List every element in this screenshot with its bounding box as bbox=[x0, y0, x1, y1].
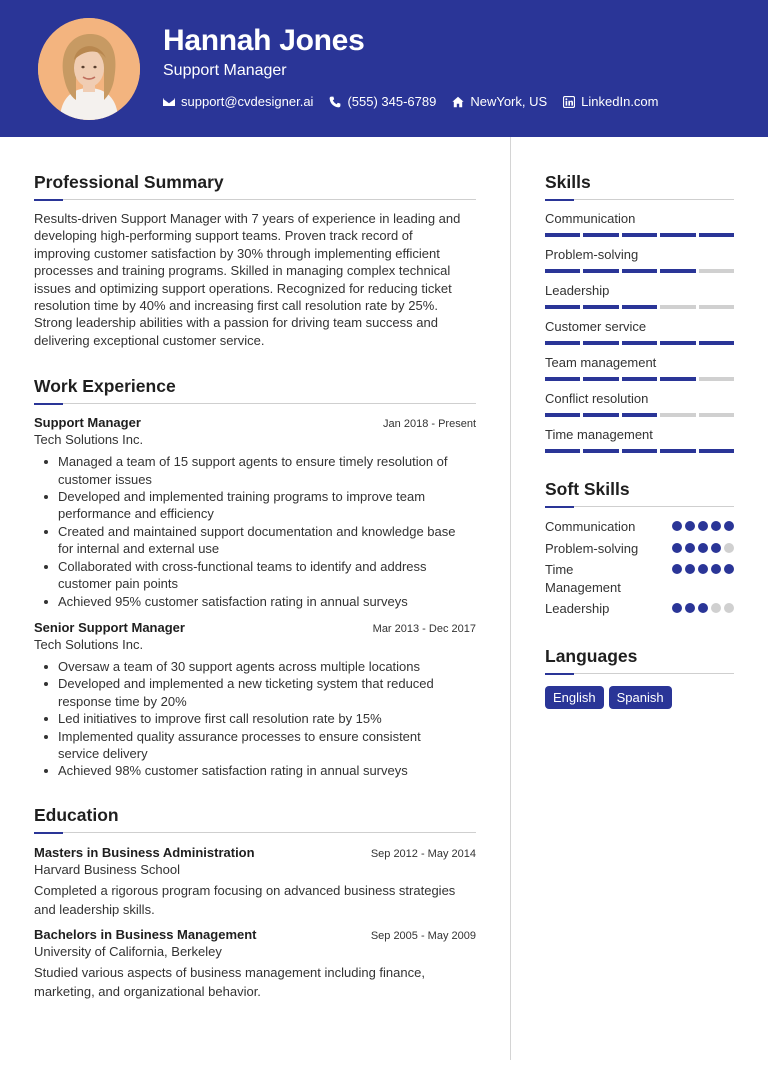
language-badge: English bbox=[545, 686, 604, 709]
skill-level-segment bbox=[583, 269, 618, 273]
skill-name: Time management bbox=[545, 427, 653, 442]
skill-name: Leadership bbox=[545, 283, 610, 298]
job-bullet: Managed a team of 15 support agents to ensure timely resolution of customer issues bbox=[34, 453, 476, 488]
rating-dot bbox=[698, 521, 708, 531]
rating-dot bbox=[711, 564, 721, 574]
job-bullet: Achieved 95% customer satisfaction rating in annual surveys bbox=[34, 593, 476, 610]
soft-skill-name: Leadership bbox=[545, 601, 610, 616]
job-bullet: Developed and implemented training programs to improve team performance and efficiency bbox=[34, 488, 476, 523]
skill-level-segment bbox=[622, 413, 657, 417]
skill-level-segment bbox=[583, 341, 618, 345]
profile-photo bbox=[38, 18, 140, 120]
skill-level-segment bbox=[699, 341, 734, 345]
skill-level-segment bbox=[660, 269, 695, 273]
skill-level-segment bbox=[545, 269, 580, 273]
soft-skills-list bbox=[545, 518, 734, 618]
contact-linkedin-text: LinkedIn.com bbox=[581, 94, 659, 109]
skill-level-bar bbox=[545, 413, 734, 417]
skill-level-segment bbox=[583, 305, 618, 309]
rating-dot bbox=[724, 521, 734, 531]
job-bullets bbox=[34, 658, 476, 780]
languages-rule bbox=[545, 673, 734, 675]
rating-dot bbox=[711, 521, 721, 531]
envelope-icon bbox=[163, 96, 175, 108]
job-title: Senior Support Manager bbox=[34, 619, 185, 635]
contact-email-text: support@cvdesigner.ai bbox=[181, 94, 314, 109]
skill-level-segment bbox=[622, 341, 657, 345]
rating-dot bbox=[672, 603, 682, 613]
skill-level-segment bbox=[545, 233, 580, 237]
skill-name: Communication bbox=[545, 211, 636, 226]
rating-dot bbox=[724, 564, 734, 574]
job-entry bbox=[34, 620, 476, 780]
summary-line: issues and optimizing support operations. Recognized for reducing ticket bbox=[34, 280, 452, 296]
education-description: Completed a rigorous program focusing on advanced business strategies and leadership skills. bbox=[34, 882, 456, 917]
phone-icon bbox=[329, 96, 341, 108]
rating-dot bbox=[698, 603, 708, 613]
candidate-name: Hannah Jones bbox=[163, 24, 365, 57]
skill-item bbox=[545, 319, 734, 345]
skill-level-segment bbox=[583, 377, 618, 381]
education-date: Sep 2012 - May 2014 bbox=[370, 847, 476, 860]
sidebar-column bbox=[545, 137, 734, 709]
experience-section bbox=[34, 375, 476, 780]
soft-skill-item bbox=[545, 540, 734, 558]
skill-name: Team management bbox=[545, 355, 657, 370]
job-bullet: Oversaw a team of 30 support agents across multiple locations bbox=[34, 658, 476, 675]
job-bullet: Implemented quality assurance processes to ensure consistent service delivery bbox=[34, 728, 476, 763]
skill-level-segment bbox=[545, 377, 580, 381]
skill-item bbox=[545, 247, 734, 273]
summary-line: resolution time by 40% and increasing first call resolution rate by 25%. bbox=[34, 298, 438, 314]
skill-level-segment bbox=[583, 449, 618, 453]
skill-name: Customer service bbox=[545, 319, 647, 334]
skill-level-segment bbox=[660, 305, 695, 309]
job-bullet: Collaborated with cross-functional teams to identify and address customer pain points bbox=[34, 558, 476, 593]
contact-location-text: NewYork, US bbox=[470, 94, 548, 109]
job-bullet: Led initiatives to improve first call resolution rate by 15% bbox=[34, 710, 476, 727]
column-divider bbox=[510, 137, 511, 1060]
soft-skill-rating bbox=[672, 603, 734, 613]
summary-line: Strong leadership abilities with a passion for driving team success and bbox=[34, 315, 438, 331]
experience-rule bbox=[34, 403, 476, 405]
rating-dot bbox=[685, 564, 695, 574]
school-name: University of California, Berkeley bbox=[34, 943, 222, 959]
contact-bar bbox=[163, 94, 659, 109]
summary-rule bbox=[34, 199, 476, 201]
skill-level-segment bbox=[699, 269, 734, 273]
job-entry bbox=[34, 415, 476, 610]
summary-line: processes and training programs. Skilled in managing complex technical bbox=[34, 263, 451, 279]
skill-level-segment bbox=[545, 305, 580, 309]
job-date: Jan 2018 - Present bbox=[383, 418, 476, 431]
home-icon bbox=[452, 96, 464, 108]
education-entry bbox=[34, 927, 476, 1001]
soft-skill-name: Communication bbox=[545, 519, 636, 534]
skill-level-segment bbox=[699, 305, 734, 309]
education-heading: Education bbox=[34, 804, 119, 825]
skills-section bbox=[545, 171, 734, 453]
education-rule bbox=[34, 832, 476, 834]
summary-line: developing high-performing support teams. Proven track record of bbox=[34, 228, 413, 244]
skill-level-segment bbox=[660, 341, 695, 345]
soft-skill-name: Time Management bbox=[545, 562, 621, 595]
languages-section bbox=[545, 645, 734, 709]
skill-level-segment bbox=[622, 377, 657, 381]
skill-item bbox=[545, 211, 734, 237]
rating-dot bbox=[672, 564, 682, 574]
rating-dot bbox=[724, 603, 734, 613]
rating-dot bbox=[724, 543, 734, 553]
job-bullets bbox=[34, 453, 476, 610]
contact-location bbox=[452, 94, 547, 109]
skill-level-bar bbox=[545, 233, 734, 237]
skill-level-bar bbox=[545, 341, 734, 345]
skill-level-segment bbox=[699, 413, 734, 417]
school-name: Harvard Business School bbox=[34, 861, 180, 877]
job-bullet: Achieved 98% customer satisfaction rating in annual surveys bbox=[34, 762, 476, 779]
education-description: Studied various aspects of business management including finance, marketing, and organizational behavior. bbox=[34, 964, 425, 999]
rating-dot bbox=[685, 603, 695, 613]
soft-skill-item bbox=[545, 518, 734, 536]
soft-skill-rating bbox=[672, 543, 734, 553]
rating-dot bbox=[698, 543, 708, 553]
education-date: Sep 2005 - May 2009 bbox=[370, 929, 476, 942]
summary-section bbox=[34, 171, 476, 349]
skill-item bbox=[545, 283, 734, 309]
skill-level-segment bbox=[545, 413, 580, 417]
linkedin-icon bbox=[563, 96, 575, 108]
job-company: Tech Solutions Inc. bbox=[34, 432, 144, 448]
skill-item bbox=[545, 391, 734, 417]
skill-level-bar bbox=[545, 305, 734, 309]
skill-level-segment bbox=[545, 449, 580, 453]
summary-line: delivering exceptional customer service. bbox=[34, 332, 265, 348]
education-entry bbox=[34, 845, 476, 919]
skill-level-segment bbox=[583, 233, 618, 237]
job-bullet: Developed and implemented a new ticketing system that reduced response time by 20% bbox=[34, 675, 476, 710]
soft-skills-heading: Soft Skills bbox=[545, 479, 630, 499]
rating-dot bbox=[672, 543, 682, 553]
resume-header bbox=[0, 0, 768, 137]
rating-dot bbox=[698, 564, 708, 574]
skill-level-segment bbox=[660, 377, 695, 381]
skill-name: Conflict resolution bbox=[545, 391, 649, 406]
soft-skills-rule bbox=[545, 506, 734, 508]
skill-level-segment bbox=[699, 449, 734, 453]
rating-dot bbox=[711, 603, 721, 613]
summary-text bbox=[34, 210, 476, 349]
profile-photo-illustration bbox=[38, 18, 140, 120]
contact-linkedin[interactable] bbox=[563, 94, 658, 109]
candidate-role: Support Manager bbox=[163, 62, 287, 79]
skill-level-segment bbox=[622, 269, 657, 273]
skill-level-segment bbox=[699, 233, 734, 237]
skill-level-bar bbox=[545, 377, 734, 381]
job-title: Support Manager bbox=[34, 415, 141, 431]
skill-level-bar bbox=[545, 449, 734, 453]
skill-level-segment bbox=[583, 413, 618, 417]
rating-dot bbox=[685, 521, 695, 531]
summary-heading: Professional Summary bbox=[34, 172, 224, 192]
rating-dot bbox=[711, 543, 721, 553]
job-date: Mar 2013 - Dec 2017 bbox=[372, 622, 476, 635]
skill-level-segment bbox=[622, 233, 657, 237]
skill-level-segment bbox=[622, 305, 657, 309]
languages-heading: Languages bbox=[545, 645, 638, 666]
skills-rule bbox=[545, 199, 734, 201]
skill-item bbox=[545, 427, 734, 453]
summary-line: Results-driven Support Manager with 7 years of experience in leading and bbox=[34, 211, 461, 226]
summary-line: improving customer satisfaction by 30% through implementing efficient bbox=[34, 245, 440, 261]
language-badge: Spanish bbox=[609, 686, 672, 709]
skill-name: Problem-solving bbox=[545, 247, 639, 262]
skill-level-segment bbox=[699, 377, 734, 381]
degree-title: Bachelors in Business Management bbox=[34, 926, 257, 942]
job-company: Tech Solutions Inc. bbox=[34, 636, 144, 652]
contact-phone[interactable] bbox=[329, 94, 436, 109]
contact-phone-text: (555) 345-6789 bbox=[347, 94, 437, 109]
soft-skill-item bbox=[545, 600, 734, 618]
experience-heading: Work Experience bbox=[34, 376, 176, 397]
skill-level-segment bbox=[622, 449, 657, 453]
contact-email[interactable] bbox=[163, 94, 313, 109]
degree-title: Masters in Business Administration bbox=[34, 844, 255, 860]
skill-level-segment bbox=[660, 413, 695, 417]
education-section bbox=[34, 804, 476, 1001]
soft-skill-rating bbox=[672, 521, 734, 531]
skill-item bbox=[545, 355, 734, 381]
skill-level-segment bbox=[545, 341, 580, 345]
languages-list bbox=[545, 686, 734, 709]
skills-heading: Skills bbox=[545, 172, 591, 192]
skill-level-segment bbox=[660, 449, 695, 453]
job-bullet: Created and maintained support documentation and knowledge base for internal and external use bbox=[34, 523, 476, 558]
soft-skill-rating bbox=[672, 564, 734, 574]
rating-dot bbox=[672, 521, 682, 531]
soft-skills-section bbox=[545, 478, 734, 618]
skill-level-segment bbox=[660, 233, 695, 237]
skills-list bbox=[545, 211, 734, 453]
main-column bbox=[34, 137, 476, 1001]
skill-level-bar bbox=[545, 269, 734, 273]
rating-dot bbox=[685, 543, 695, 553]
soft-skill-name: Problem-solving bbox=[545, 540, 639, 556]
soft-skill-item bbox=[545, 561, 734, 596]
